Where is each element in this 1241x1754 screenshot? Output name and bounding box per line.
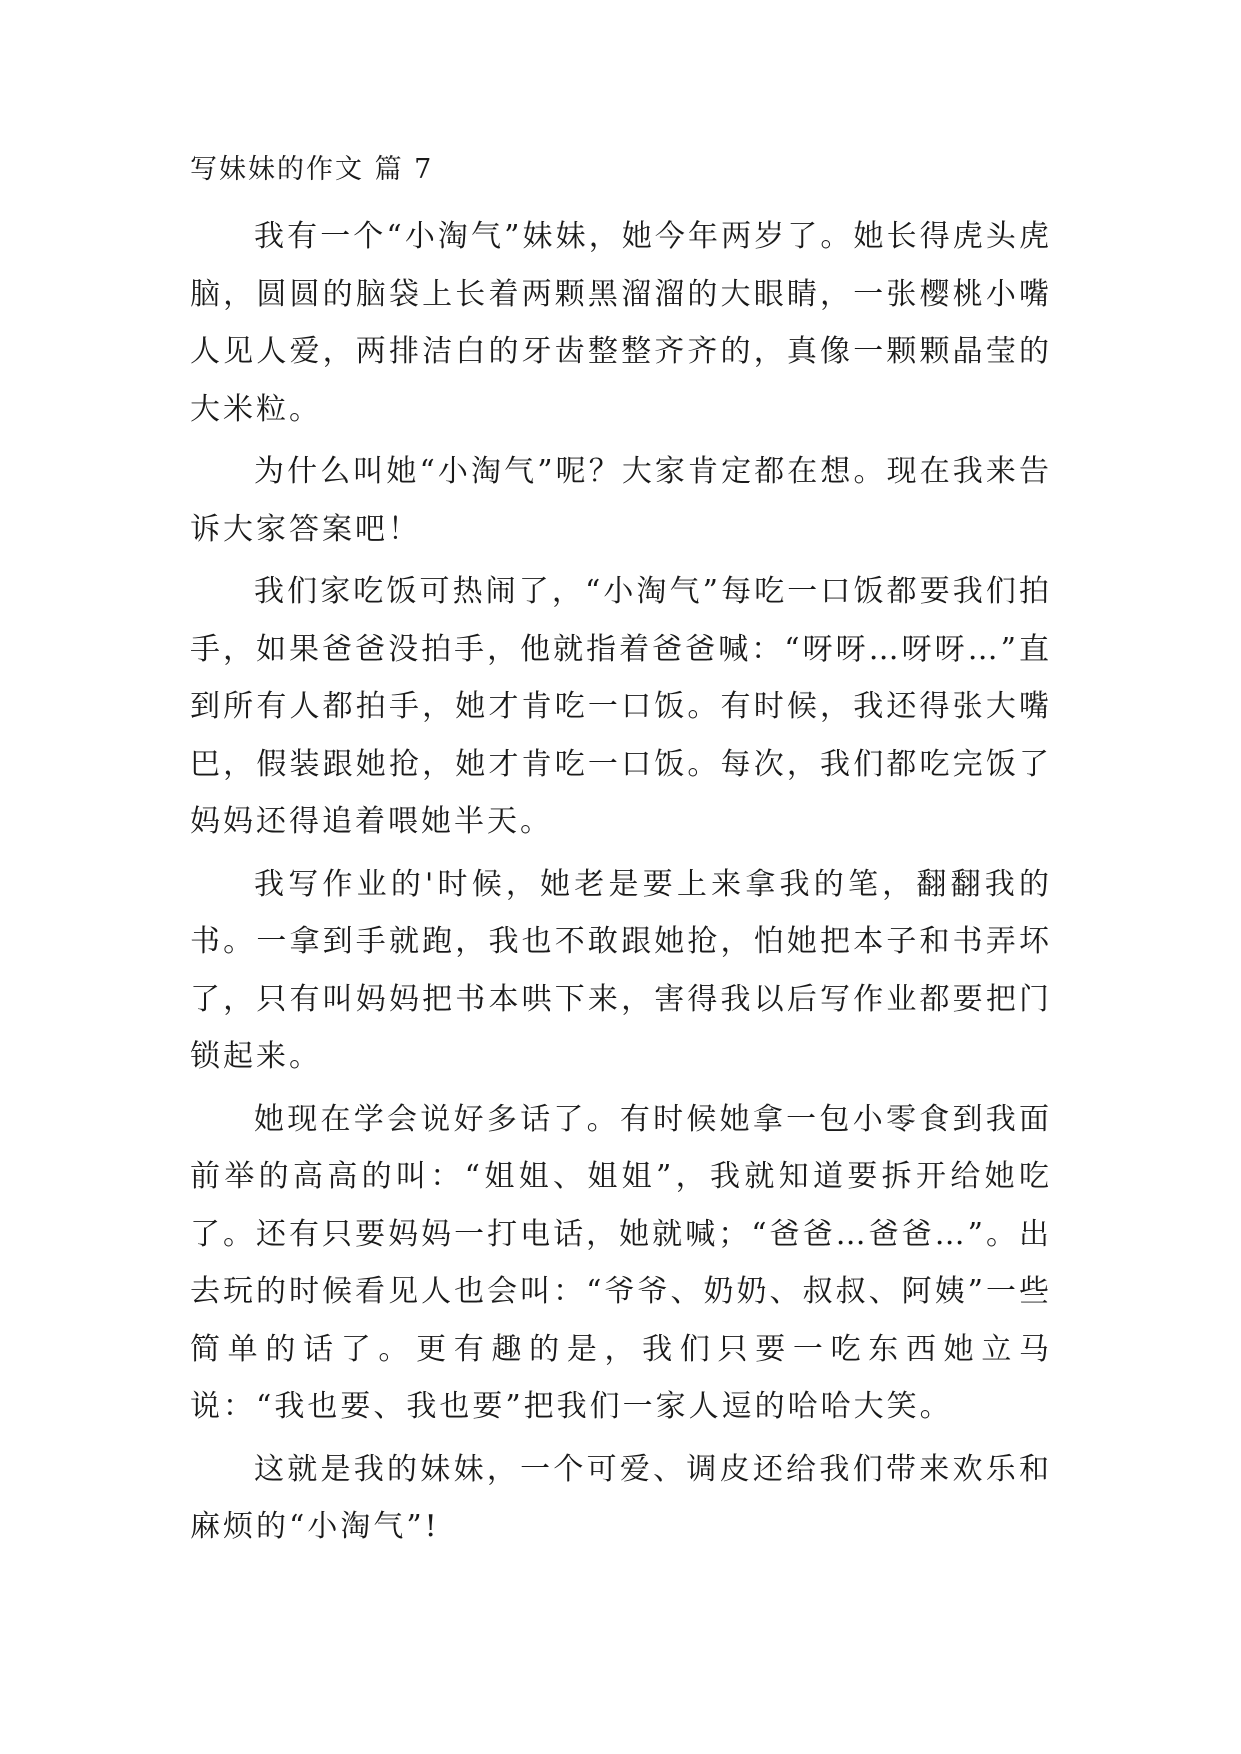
essay-body — [190, 150, 1052, 1561]
paragraph-2: 为什么叫她“小淘气”呢？大家肯定都在想。现在我来告诉大家答案吧！ — [190, 454, 1052, 547]
paragraph-6: 这就是我的妹妹，一个可爱、调皮还给我们带来欢乐和麻烦的“小淘气”! — [190, 1451, 1052, 1544]
essay-title: 写妹妹的作文 篇 7 — [190, 154, 434, 185]
paragraph-1: 我有一个“小淘气”妹妹，她今年两岁了。她长得虎头虎脑，圆圆的脑袋上长着两颗黑溜溜的大眼睛，一张樱桃小嘴人见人爱，两排洁白的牙齿整整齐齐的，真像一颗颗晶莹的大米粒。 — [190, 219, 1052, 427]
paragraph-5: 她现在学会说好多话了。有时候她拿一包小零食到我面前举的高高的叫：“姐姐、姐姐”，我就知道要拆开给她吃了。还有只要妈妈一打电话，她就喊；“爸爸…爸爸…”。出去玩的时候看见人也会叫：“爷爷、奶奶、叔叔、阿姨”一些简单的话了。更有趣的是，我们只要一吃东西她立马说：“我也要、我也要”把我们一家人逗的哈哈大笑。 — [190, 1101, 1052, 1424]
paragraph-4: 我写作业的'时候，她老是要上来拿我的笔，翻翻我的书。一拿到手就跑，我也不敢跟她抢，怕她把本子和书弄坏了，只有叫妈妈把书本哄下来，害得我以后写作业都要把门锁起来。 — [190, 866, 1052, 1074]
paragraph-3: 我们家吃饭可热闹了，“小淘气”每吃一口饭都要我们拍手，如果爸爸没拍手，他就指着爸爸喊：“呀呀…呀呀…”直到所有人都拍手，她才肯吃一口饭。有时候，我还得张大嘴巴，假装跟她抢，她才肯吃一口饭。每次，我们都吃完饭了妈妈还得追着喂她半天。 — [190, 574, 1052, 839]
